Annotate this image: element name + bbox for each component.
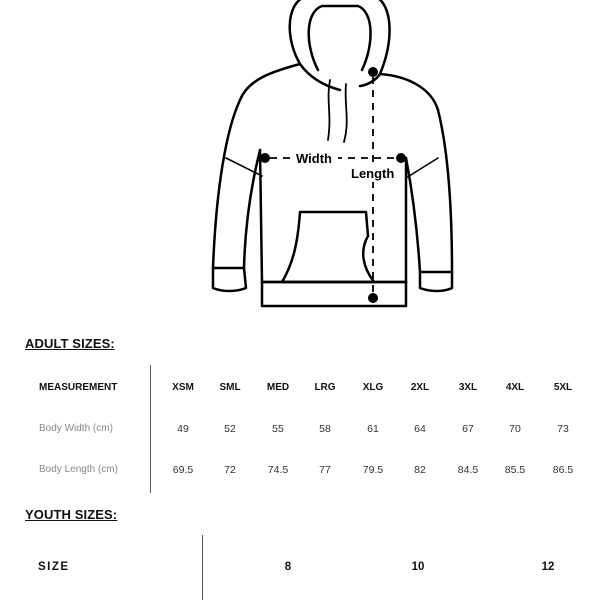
measurement-header: MEASUREMENT [39, 382, 118, 393]
length-top-marker [368, 67, 378, 77]
table-cell: 85.5 [504, 464, 526, 476]
body-length-row [0, 460, 600, 480]
table-cell: 72 [224, 464, 236, 476]
table-header-row [0, 378, 600, 398]
size-header-5xl: 5XL [553, 382, 573, 393]
table-cell: 55 [272, 423, 284, 435]
size-header-2xl: 2XL [410, 382, 430, 393]
table-cell: 58 [319, 423, 331, 435]
size-header-xlg: XLG [362, 382, 384, 393]
youth-size-12: 12 [541, 561, 555, 573]
adult-size-table [0, 365, 600, 493]
youth-sizes-title: YOUTH SIZES: [25, 507, 118, 522]
table-cell: 73 [557, 423, 569, 435]
youth-size-8: 8 [284, 561, 292, 573]
table-cell: 82 [414, 464, 426, 476]
table-divider [202, 535, 203, 600]
youth-size-table [0, 535, 600, 600]
body-width-row [0, 419, 600, 439]
youth-size-10: 10 [411, 561, 425, 573]
table-cell: 84.5 [457, 464, 479, 476]
length-label: Length [351, 166, 395, 181]
size-header-sml: SML [219, 382, 241, 393]
width-left-marker [260, 153, 270, 163]
table-cell: 61 [367, 423, 379, 435]
length-bottom-marker [368, 293, 378, 303]
table-cell: 79.5 [362, 464, 384, 476]
body-width-label: Body Width (cm) [39, 423, 113, 434]
width-label: Width [296, 151, 332, 166]
table-cell: 74.5 [267, 464, 289, 476]
table-cell: 49 [177, 423, 189, 435]
table-cell: 77 [319, 464, 331, 476]
size-header-med: MED [266, 382, 290, 393]
table-cell: 64 [414, 423, 426, 435]
table-cell: 70 [509, 423, 521, 435]
table-cell: 52 [224, 423, 236, 435]
size-header-xsm: XSM [172, 382, 194, 393]
table-cell: 67 [462, 423, 474, 435]
size-header-4xl: 4XL [505, 382, 525, 393]
size-header: SIZE [38, 561, 70, 573]
table-cell: 69.5 [172, 464, 194, 476]
size-header-lrg: LRG [314, 382, 336, 393]
body-length-label: Body Length (cm) [39, 464, 118, 475]
table-cell: 86.5 [552, 464, 574, 476]
adult-sizes-title: ADULT SIZES: [25, 336, 115, 351]
size-header-3xl: 3XL [458, 382, 478, 393]
width-right-marker [396, 153, 406, 163]
